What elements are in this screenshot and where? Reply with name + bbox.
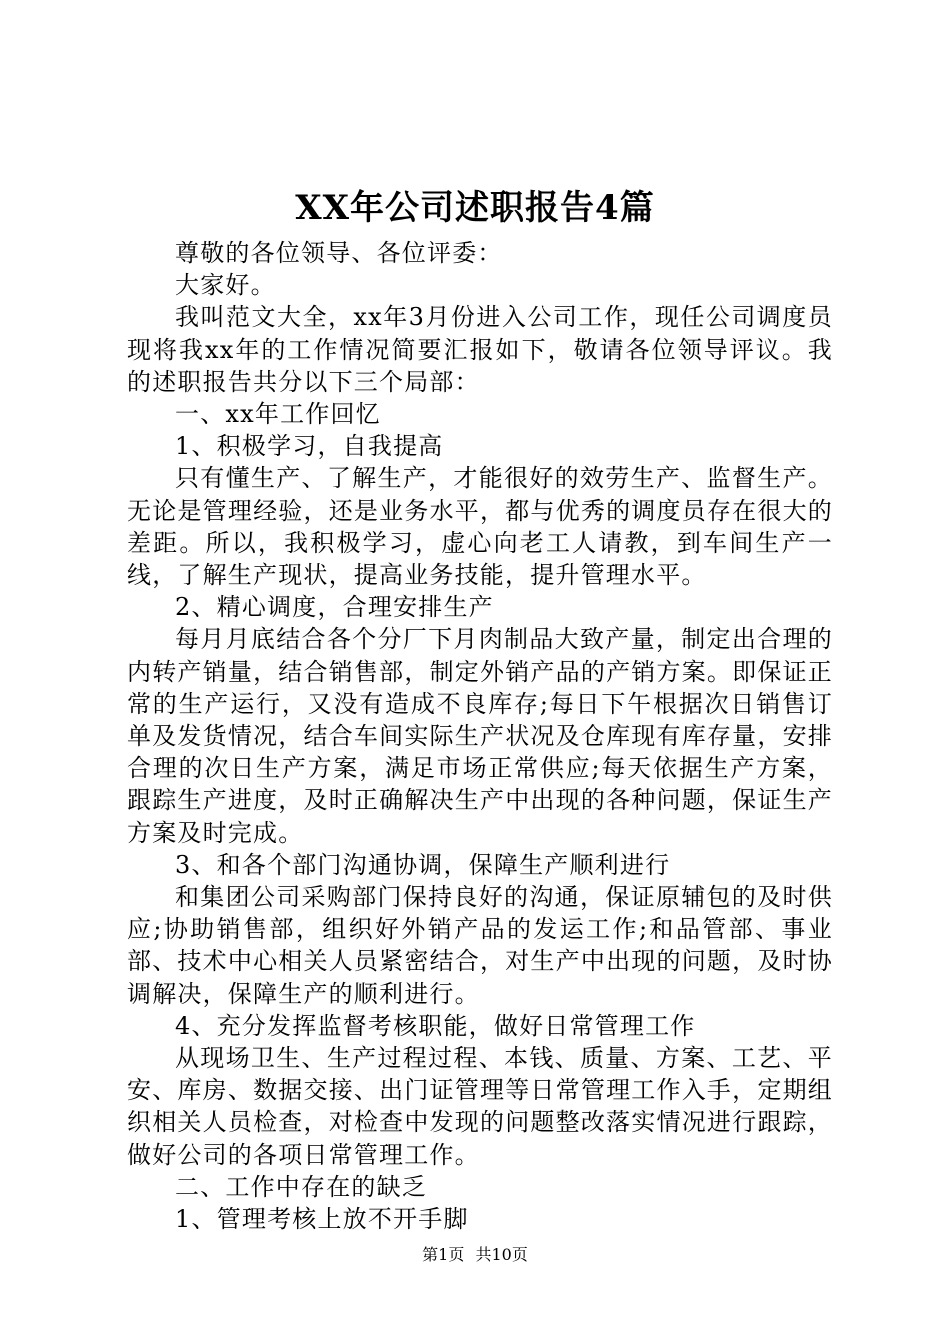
subsection-heading: 4、充分发挥监督考核职能，做好日常管理工作	[175, 1011, 696, 1040]
subsection-heading: 3、和各个部门沟通协调，保障生产顺利进行	[175, 850, 671, 879]
paragraph: 每月月底结合各个分厂下月肉制品大致产量，制定出合理的内转产销量，结合销售部，制定外销产品的产销方案。即保证正常的生产运行，又没有造成不良库存;每日下午根据次日销售订单及发货情况，结合车间实际生产状况及仓库现有库存量，安排合理的次日生产方案，满足市场正常供应;每天依据生产方案，跟踪生产进度，及时正确解决生产中出现的各种问题，保证生产方案及时完成。	[127, 625, 833, 847]
paragraph: 从现场卫生、生产过程过程、本钱、质量、方案、工艺、平安、库房、数据交接、出门证管理等日常管理工作入手，定期组织相关人员检查，对检查中发现的问题整改落实情况进行跟踪，做好公司的各项日常管理工作。	[127, 1044, 833, 1169]
paragraph: 和集团公司采购部门保持良好的沟通，保证原辅包的及时供应;协助销售部，组织好外销产品的发运工作;和品管部、事业部、技术中心相关人员紧密结合，对生产中出现的问题，及时协调解决，保障生产的顺利进行。	[127, 883, 833, 1008]
page-number: 第1页	[422, 1245, 465, 1264]
page-footer	[0, 1243, 950, 1267]
section-heading: 一、xx年工作回忆	[175, 400, 381, 429]
paragraph: 我叫范文大全，xx年3月份进入公司工作，现任公司调度员现将我xx年的工作情况简要汇报如下，敬请各位领导评议。我的述职报告共分以下三个局部：	[127, 303, 833, 396]
subsection-heading: 2、精心调度，合理安排生产	[175, 593, 494, 622]
paragraph: 大家好。	[175, 271, 276, 300]
subsection-heading: 1、积极学习，自我提高	[175, 432, 444, 461]
paragraph: 只有懂生产、了解生产，才能很好的效劳生产、监督生产。无论是管理经验，还是业务水平，都与优秀的调度员存在很大的差距。所以，我积极学习，虚心向老工人请教，到车间生产一线，了解生产现状，提高业务技能，提升管理水平。	[127, 464, 833, 590]
page-total: 共10页	[475, 1245, 528, 1264]
document-body	[127, 237, 833, 1235]
paragraph: 尊敬的各位领导、各位评委：	[175, 239, 503, 267]
section-heading: 二、工作中存在的缺乏	[175, 1172, 427, 1201]
document-title: XX年公司述职报告4篇	[295, 188, 655, 228]
subsection-heading: 1、管理考核上放不开手脚	[175, 1205, 469, 1234]
